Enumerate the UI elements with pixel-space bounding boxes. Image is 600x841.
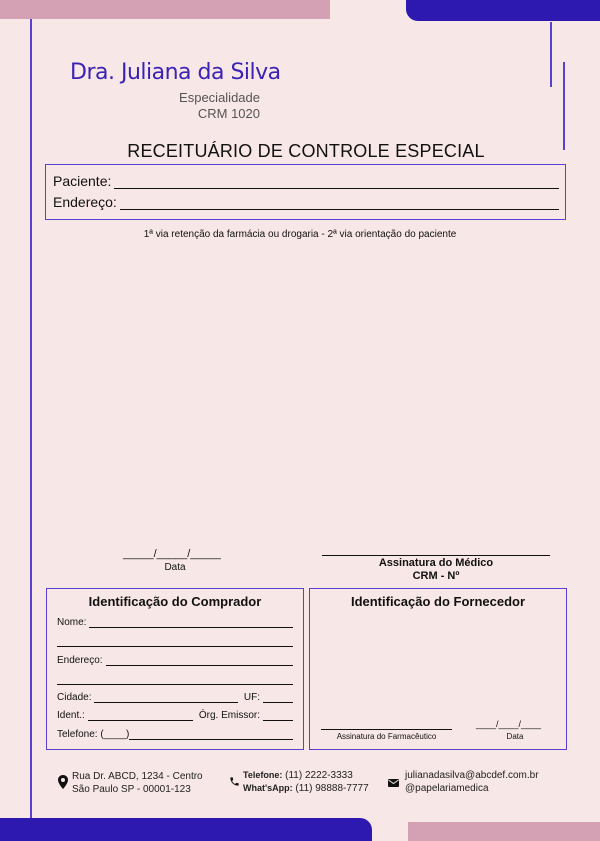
buyer-ident-row [57,710,293,721]
prescription-date-field[interactable]: _____/_____/_____ [123,548,221,560]
patient-address-row [53,194,559,210]
patient-address-field[interactable] [120,195,559,210]
buyer-uf-field[interactable] [263,692,293,703]
supplier-date-field[interactable]: ____/____/____ [476,719,542,729]
doctor-specialty: Especialidade [179,90,260,105]
map-pin-icon [58,775,68,789]
footer-social: @papelariamedica [405,783,489,794]
via-instructions: 1ª via retenção da farmácia ou drogaria - 2ª via orientação do paciente [143,229,457,240]
phone-icon [229,776,240,787]
buyer-phone-label: Telefone: (____) [57,729,130,740]
buyer-ident-field[interactable] [88,710,193,721]
buyer-city-field[interactable] [94,692,237,703]
footer-address-line1: Rua Dr. ABCD, 1234 - Centro [72,771,203,782]
left-border-line [30,19,32,818]
footer-phone-label: Telefone: [243,770,283,780]
prescription-area[interactable] [45,245,564,535]
footer-phones [243,769,369,795]
buyer-ident-label: Ident.: [57,710,85,721]
buyer-address-field-2[interactable] [57,674,293,685]
buyer-address-row [57,655,293,666]
pharmacist-signature-line[interactable] [321,729,452,730]
doctor-crm: CRM 1020 [197,106,260,121]
patient-box [45,164,566,220]
buyer-issuer-field[interactable] [263,710,293,721]
buyer-address-label: Endereço: [57,655,103,666]
bottom-left-bar [0,818,372,841]
buyer-name-row [57,617,293,628]
footer-contacts [405,769,539,795]
buyer-city-row [57,692,293,703]
supplier-box [309,588,567,750]
supplier-title: Identificação do Fornecedor [350,594,526,609]
doctor-signature-line[interactable] [322,555,550,556]
buyer-address-field[interactable] [106,655,293,666]
buyer-phone-row [57,729,293,740]
pharmacist-signature-label: Assinatura do Farmacêutico [336,732,437,741]
footer-address-line2: São Paulo SP - 00001-123 [72,784,191,795]
buyer-uf-label: UF: [243,692,260,703]
supplier-date-label: Data [506,732,524,741]
right-accent-line-2 [563,62,565,150]
footer-whatsapp: (11) 98888-7777 [295,783,369,794]
patient-name-label: Paciente: [53,173,112,189]
buyer-phone-field[interactable] [129,729,293,740]
footer-whatsapp-label: What'sApp: [243,783,293,793]
doctor-crm-label: CRM - Nº [412,570,460,582]
buyer-name-field-2[interactable] [57,636,293,647]
top-right-bar [406,0,600,21]
prescription-date-label: Data [164,562,186,573]
buyer-issuer-label: Órg. Emissor: [198,710,260,721]
buyer-title: Identificação do Comprador [88,594,262,609]
patient-name-row [53,173,559,189]
top-left-bar [0,0,330,19]
buyer-name-field[interactable] [89,617,293,628]
buyer-city-label: Cidade: [57,692,92,703]
right-accent-line-1 [550,22,552,87]
bottom-right-bar [408,822,600,841]
patient-name-field[interactable] [114,174,559,189]
buyer-name-row-2 [57,636,293,647]
doctor-signature-label: Assinatura do Médico [378,557,494,569]
page-title: RECEITUÁRIO DE CONTROLE ESPECIAL [127,141,485,161]
buyer-name-label: Nome: [57,617,87,628]
footer-phone: (11) 2222-3333 [285,770,353,781]
footer-email: julianadasilva@abcdef.com.br [405,770,539,781]
buyer-box [46,588,304,750]
footer-address [72,770,203,796]
envelope-icon [388,779,399,787]
doctor-name: Dra. Juliana da Silva [70,60,281,85]
patient-address-label: Endereço: [53,194,117,210]
buyer-address-row-2 [57,674,293,685]
